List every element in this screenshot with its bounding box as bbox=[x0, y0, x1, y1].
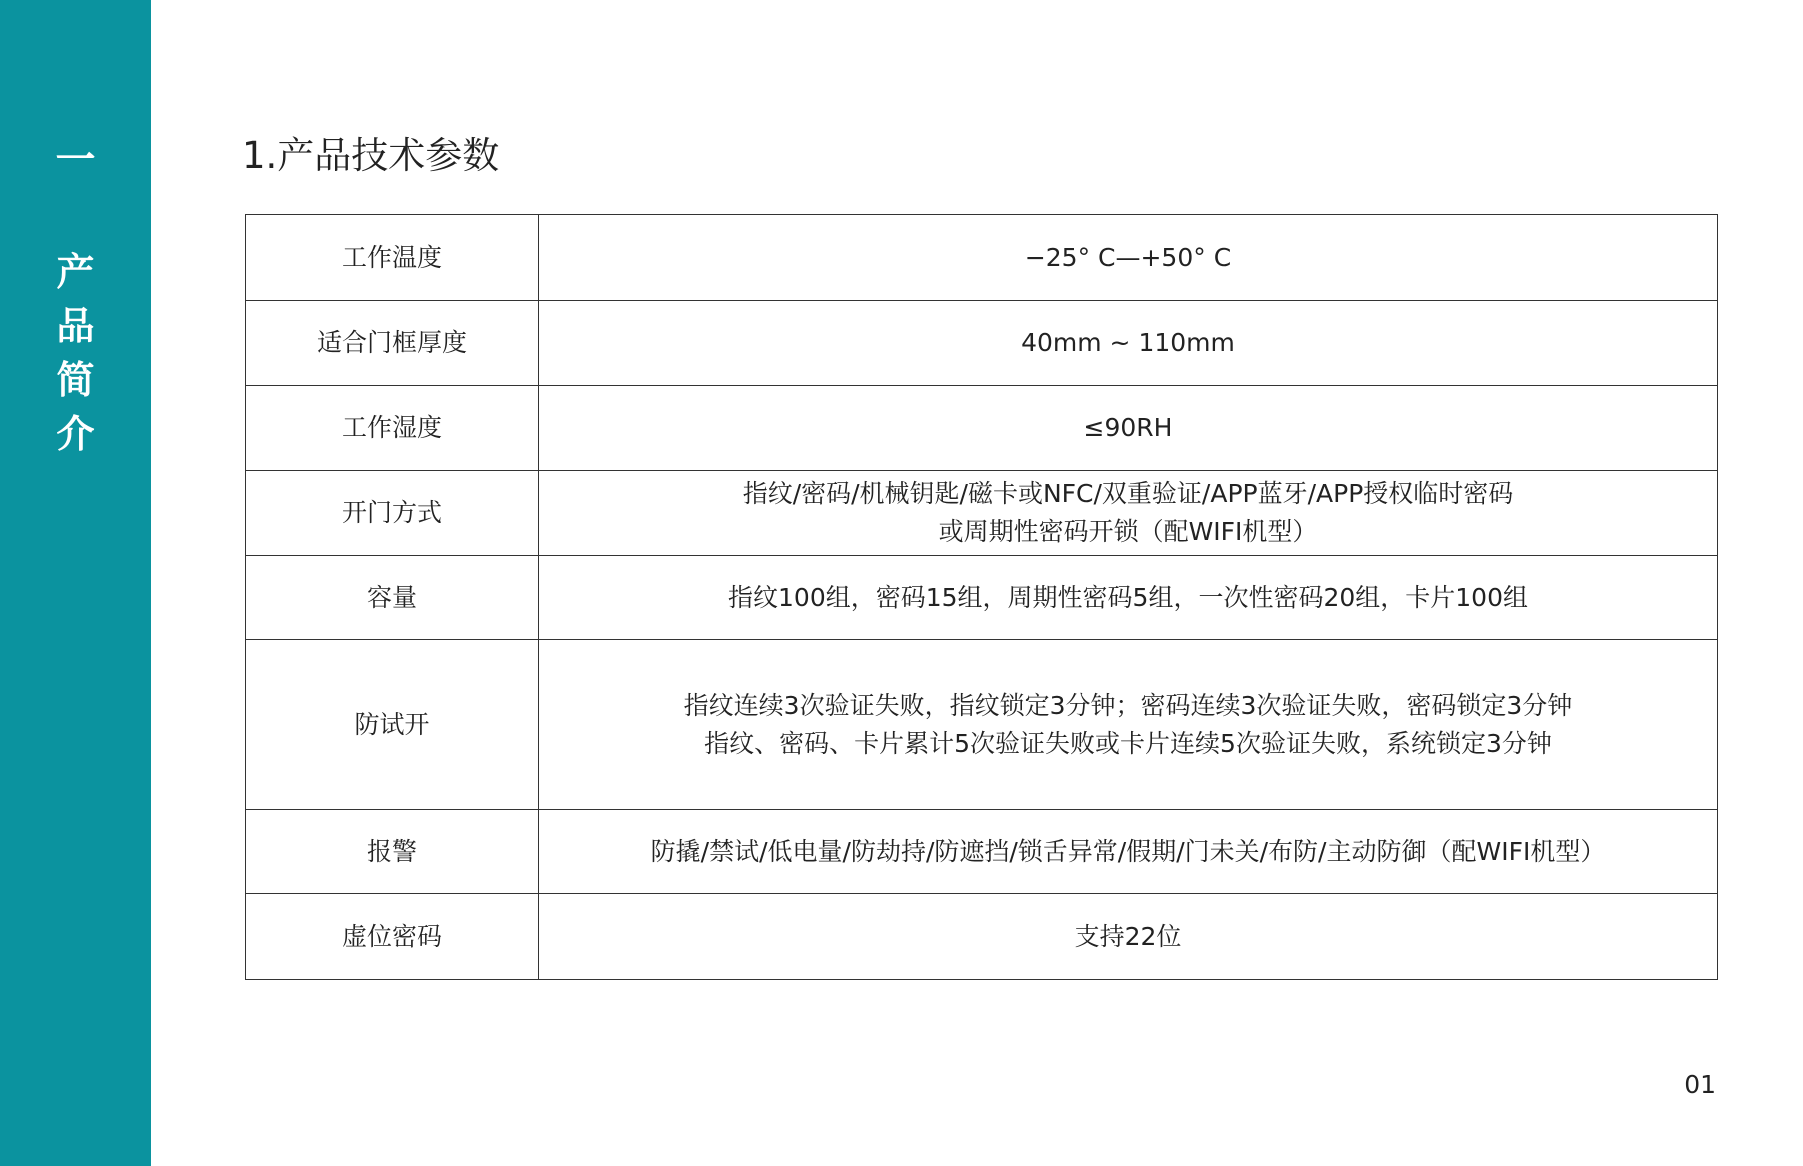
spec-row-alarm bbox=[246, 810, 1718, 894]
spec-value bbox=[539, 471, 1718, 556]
spec-row-working-temperature bbox=[246, 215, 1718, 301]
spec-value-line: 支持22位 bbox=[1074, 921, 1182, 951]
spec-value bbox=[539, 894, 1718, 980]
spec-value-line: 40mm ~ 110mm bbox=[1021, 328, 1235, 357]
spec-value-line: 指纹、密码、卡片累计5次验证失败或卡片连续5次验证失败，系统锁定3分钟 bbox=[704, 728, 1552, 758]
spec-value bbox=[539, 215, 1718, 301]
spec-value bbox=[539, 556, 1718, 640]
chapter-title-char: 介 bbox=[56, 412, 95, 456]
page-number: 01 bbox=[1684, 1070, 1716, 1099]
spec-row-virtual-password bbox=[246, 894, 1718, 980]
spec-label: 容量 bbox=[246, 556, 539, 640]
spec-value-line: 指纹100组，密码15组，周期性密码5组，一次性密码20组，卡片100组 bbox=[728, 582, 1528, 612]
spec-value-line: −25° C—+50° C bbox=[1024, 242, 1232, 272]
spec-value bbox=[539, 386, 1718, 471]
spec-table bbox=[245, 214, 1718, 980]
spec-value-line: 或周期性密码开锁（配WIFI机型） bbox=[938, 517, 1318, 546]
spec-label: 工作温度 bbox=[246, 215, 539, 301]
chapter-title-char: 品 bbox=[56, 304, 95, 348]
chapter-title-char: 简 bbox=[56, 358, 95, 402]
spec-value-line: 防撬/禁试/低电量/防劫持/防遮挡/锁舌异常/假期/门未关/布防/主动防御（配WIFI机型） bbox=[650, 836, 1606, 866]
spec-label: 工作湿度 bbox=[246, 386, 539, 471]
spec-row-capacity bbox=[246, 556, 1718, 640]
spec-label: 报警 bbox=[246, 810, 539, 894]
spec-row-working-humidity bbox=[246, 386, 1718, 471]
chapter-title-char: 产 bbox=[56, 250, 95, 294]
spec-label: 虚位密码 bbox=[246, 894, 539, 980]
spec-value bbox=[539, 640, 1718, 810]
chapter-number: 一 bbox=[55, 137, 96, 183]
spec-row-anti-trial bbox=[246, 640, 1718, 810]
section-title: 1.产品技术参数 bbox=[242, 134, 500, 177]
spec-value-line: 指纹/密码/机械钥匙/磁卡或NFC/双重验证/APP蓝牙/APP授权临时密码 bbox=[742, 479, 1514, 508]
spec-label: 适合门框厚度 bbox=[246, 301, 539, 386]
chapter-title bbox=[0, 245, 151, 461]
spec-value bbox=[539, 301, 1718, 386]
spec-label: 防试开 bbox=[246, 640, 539, 810]
spec-row-door-thickness bbox=[246, 301, 1718, 386]
spec-value-line: ≤90RH bbox=[1083, 413, 1173, 442]
sidebar bbox=[0, 0, 151, 1166]
spec-row-unlock-methods bbox=[246, 471, 1718, 556]
spec-value bbox=[539, 810, 1718, 894]
spec-label: 开门方式 bbox=[246, 471, 539, 556]
spec-value-line: 指纹连续3次验证失败，指纹锁定3分钟；密码连续3次验证失败，密码锁定3分钟 bbox=[683, 690, 1573, 720]
